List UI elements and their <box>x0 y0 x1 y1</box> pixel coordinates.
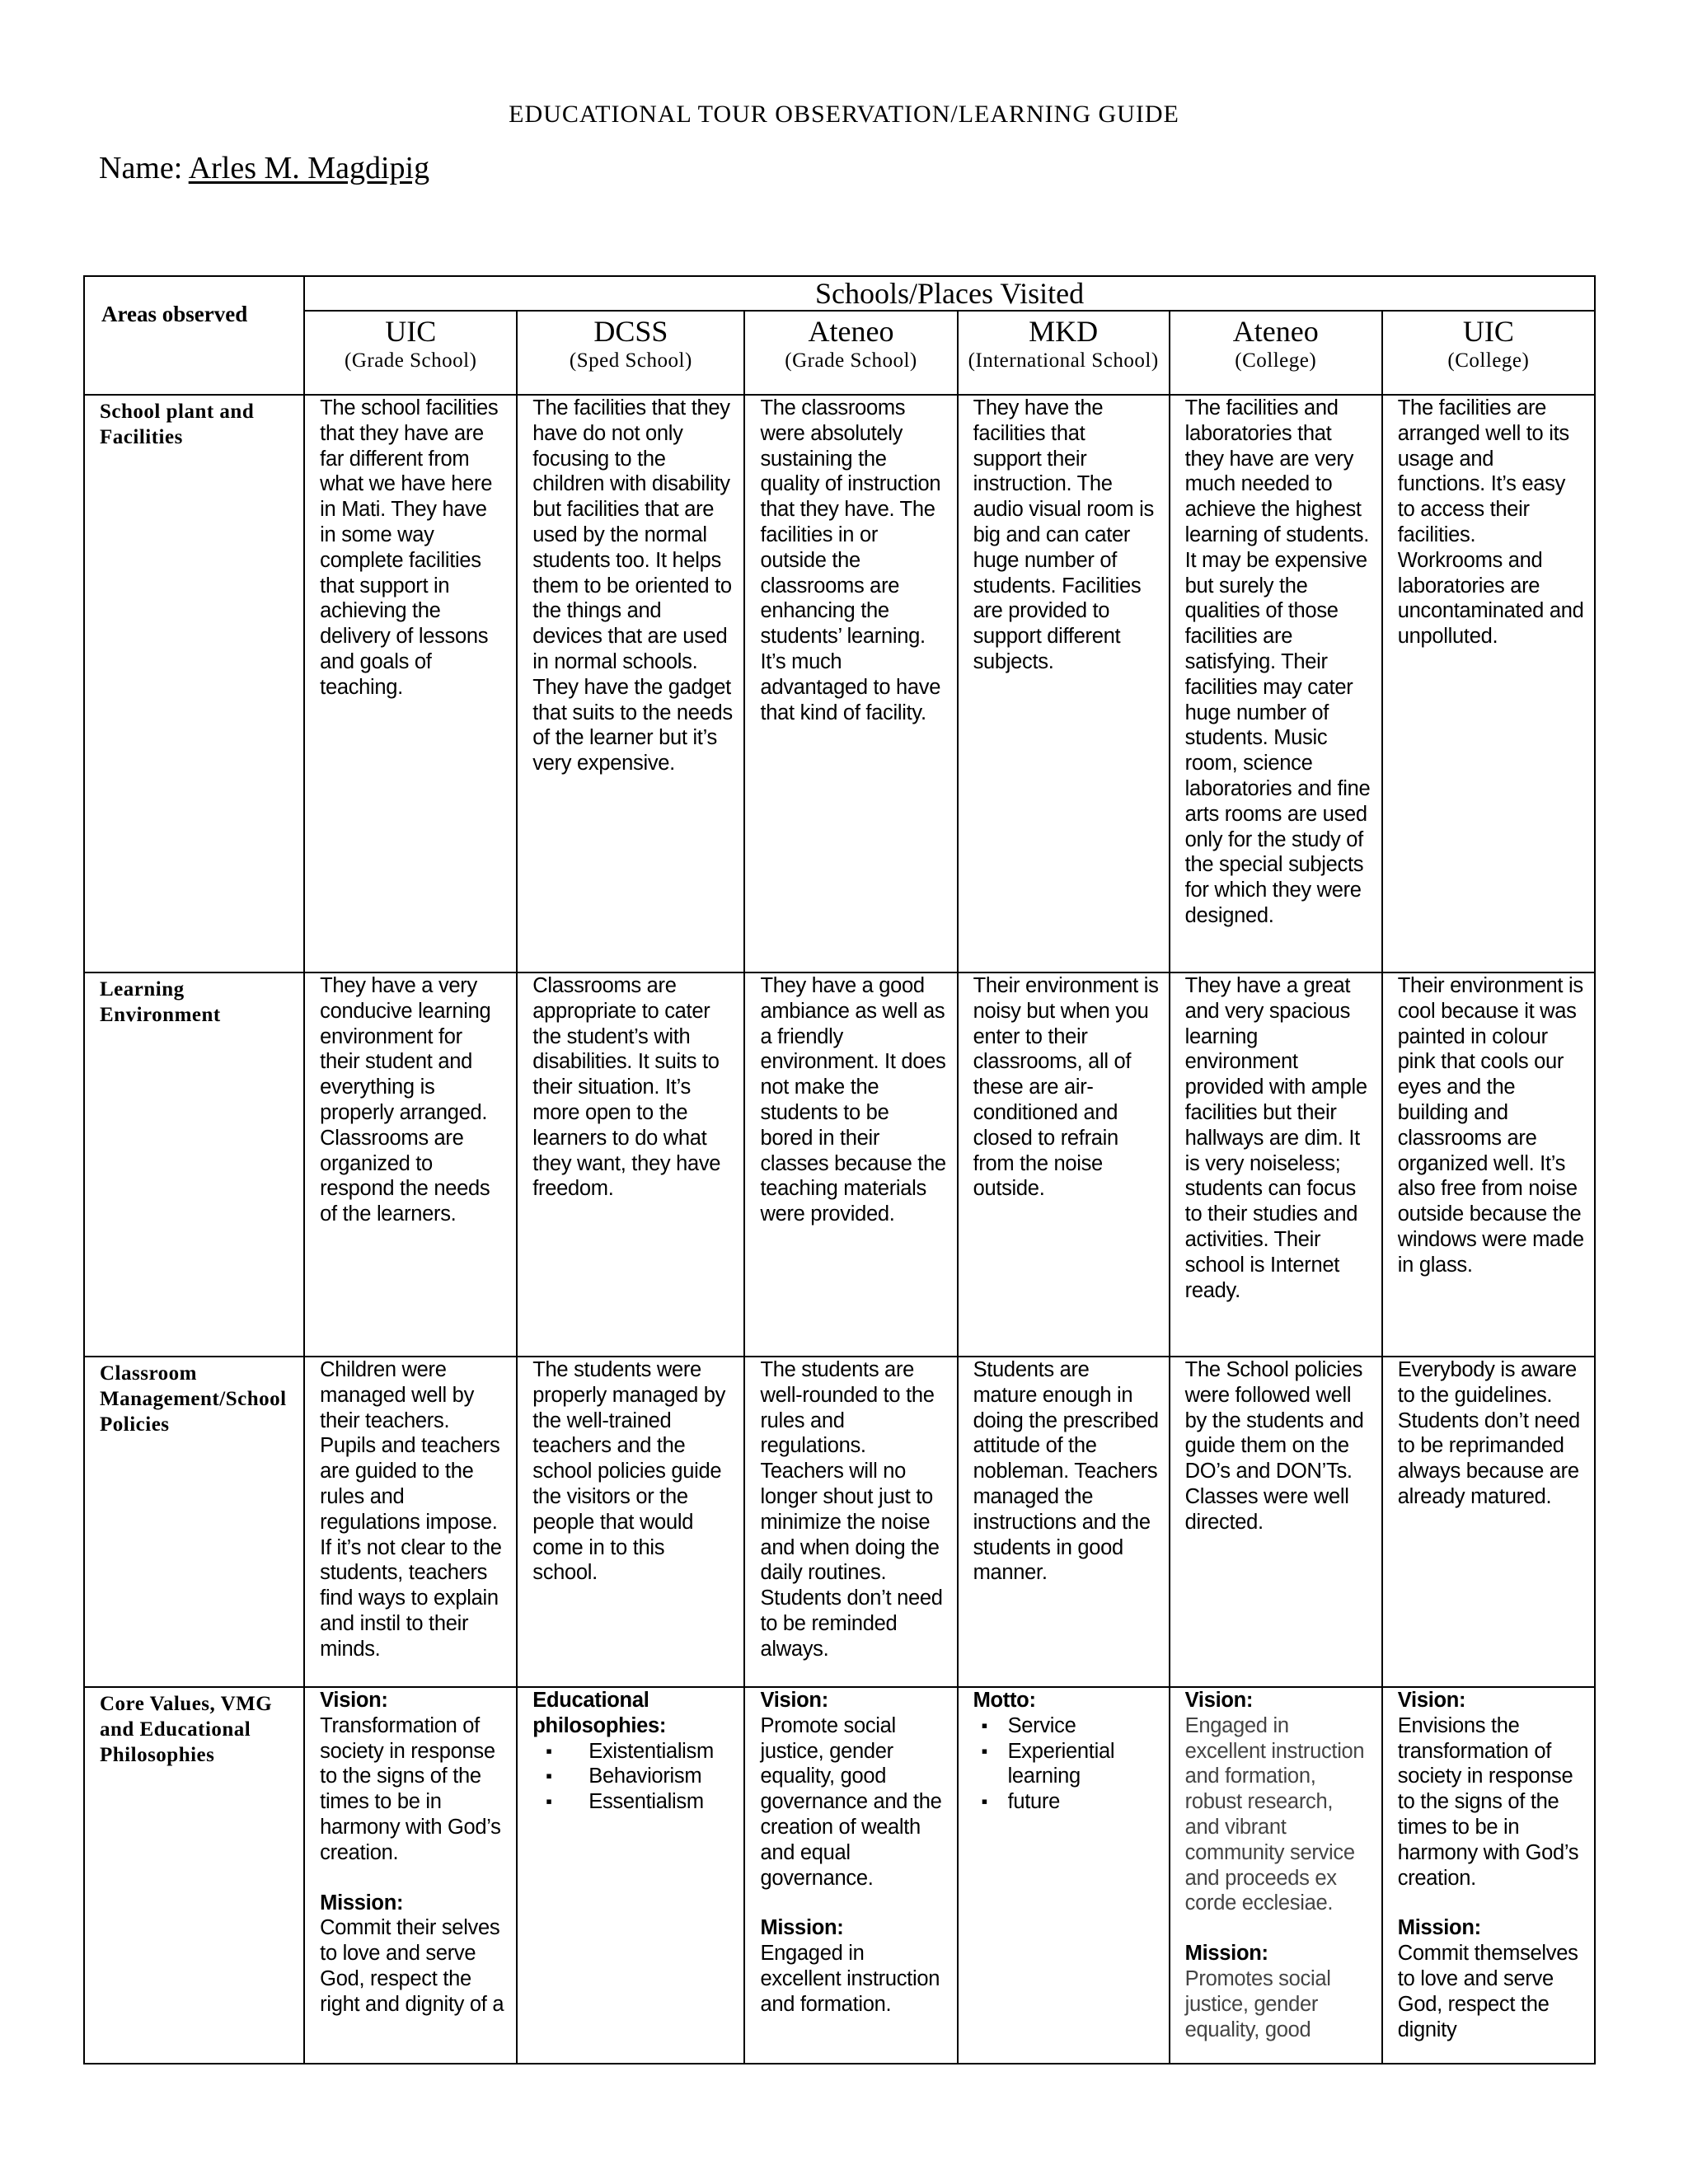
mission-label: Mission: <box>1184 1942 1268 1966</box>
vision-label: Vision: <box>760 1689 828 1712</box>
observation-cell: The students were properly managed by the well-trained teachers and the school policies guide the visitors or the people that would come in to this school. <box>517 1357 744 1687</box>
vision-label: Vision: <box>1397 1689 1466 1712</box>
school-name: Ateneo <box>1232 315 1319 348</box>
vision-label: Vision: <box>1184 1689 1254 1712</box>
observation-cell <box>304 1687 517 2064</box>
observation-cell <box>744 1687 957 2064</box>
philosophies-list <box>532 1739 734 1815</box>
mission-label: Mission: <box>1397 1916 1481 1940</box>
school-header <box>958 311 1170 395</box>
name-value: Arles M. Magdipig <box>188 151 430 185</box>
mission-text: Commit themselves to love and serve God, respect the dignity <box>1397 1942 1578 2041</box>
mission-label: Mission: <box>760 1916 844 1940</box>
area-label: School plant and Facilities <box>84 395 304 972</box>
document-title: EDUCATIONAL TOUR OBSERVATION/LEARNING GUIDE <box>509 101 1179 128</box>
observation-cell: The school facilities that they have are far different from what we have here in Mati. They have in some way complete facilities that support in achieving the delivery of lessons and goals of teaching. <box>304 395 517 972</box>
name-line <box>99 150 429 186</box>
vision-text: Promote social justice, gender equality, good governance and the creation of wealth and equal governance. <box>760 1713 942 1890</box>
observation-cell: Classrooms are appropriate to cater the student’s with disabilities. It suits to their situation. It’s more open to the learners to do what they want, they have freedom. <box>517 972 744 1357</box>
observation-cell: Their environment is noisy but when you enter to their classrooms, all of these are air-conditioned and closed to refrain from the noise outside. <box>958 972 1170 1357</box>
philosophies-label: Educational philosophies: <box>532 1689 667 1737</box>
list-item: ▪ Experiential learning <box>973 1739 1159 1790</box>
school-type: (Grade School) <box>345 349 477 372</box>
observation-cell <box>1382 1687 1595 2064</box>
observation-cell: The School policies were followed well by the students and guide them on the DO’s and DON’Ts. Classes were well directed. <box>1170 1357 1382 1687</box>
school-type: (Grade School) <box>785 349 917 372</box>
school-header <box>744 311 957 395</box>
observation-cell: Everybody is aware to the guidelines. Students don’t need to be reprimanded always because are already matured. <box>1382 1357 1595 1687</box>
school-name: UIC <box>1462 315 1514 348</box>
list-item: ▪ future <box>973 1789 1159 1815</box>
school-type: (Sped School) <box>569 349 692 372</box>
school-name: MKD <box>1029 315 1099 348</box>
mission-text: Commit their selves to love and serve God, respect the right and dignity of a <box>320 1916 504 2016</box>
observation-cell: The facilities are arranged well to its usage and functions. It’s easy to access their facilities. Workrooms and laboratories are uncontaminated and unpolluted. <box>1382 395 1595 972</box>
area-label: Learning Environment <box>84 972 304 1357</box>
mission-text: Engaged in excellent instruction and formation. <box>760 1942 940 2016</box>
observation-cell: They have a great and very spacious learning environment provided with ample facilities but their hallways are dim. It is very noiseless; students can focus to their studies and activities. Their school is Internet ready. <box>1170 972 1382 1357</box>
table-row <box>84 1687 1595 2064</box>
observation-cell: Students are mature enough in doing the prescribed attitude of the nobleman. Teachers managed the instructions and the students in good manner. <box>958 1357 1170 1687</box>
school-name: DCSS <box>593 315 668 348</box>
school-header <box>1170 311 1382 395</box>
areas-observed-header: Areas observed <box>84 276 304 395</box>
school-name: UIC <box>385 315 437 348</box>
vision-text: Transformation of society in response to the signs of the times to be in harmony with God’s creation. <box>320 1713 501 1864</box>
list-item: ▪ Service <box>973 1713 1159 1739</box>
motto-label: Motto: <box>973 1689 1036 1712</box>
list-item: ▪ Behaviorism <box>532 1764 734 1789</box>
observation-cell <box>517 1687 744 2064</box>
school-type: (College) <box>1235 349 1317 372</box>
mission-text: Promotes social justice, gender equality, good <box>1184 1966 1331 2041</box>
area-label: Classroom Management/School Policies <box>84 1357 304 1687</box>
observation-cell <box>1170 1687 1382 2064</box>
school-type: (International School) <box>968 349 1159 372</box>
school-header <box>1382 311 1595 395</box>
observation-cell: The facilities that they have do not only focusing to the children with disability but facilities that are used by the normal students too. It helps them to be oriented to the things and devices that are used in normal schools. They have the gadget that suits to the needs of the learner but it’s very expensive. <box>517 395 744 972</box>
observation-cell: Children were managed well by their teachers. Pupils and teachers are guided to the rules and regulations impose. If it’s not clear to the students, teachers find ways to explain and instil to their minds. <box>304 1357 517 1687</box>
observation-cell <box>958 1687 1170 2064</box>
table-row <box>84 1357 1595 1687</box>
motto-list <box>973 1713 1159 1815</box>
school-name: Ateneo <box>808 315 894 348</box>
vision-text: Envisions the transformation of society in response to the signs of the times to be in harmony with God’s creation. <box>1397 1713 1579 1890</box>
school-header <box>517 311 744 395</box>
observation-cell: The facilities and laboratories that they have are very much needed to achieve the highest learning of students. It may be expensive but surely the qualities of those facilities are satisfying. Their facilities may cater huge number of students. Music room, science laboratories and fine arts rooms are used only for the study of the special subjects for which they were designed. <box>1170 395 1382 972</box>
school-header <box>304 311 517 395</box>
vision-label: Vision: <box>320 1689 388 1712</box>
observation-cell: They have a good ambiance as well as a friendly environment. It does not make the students to be bored in their classes because the teaching materials were provided. <box>744 972 957 1357</box>
observation-cell: The classrooms were absolutely sustaining the quality of instruction that they have. The facilities in or outside the classrooms are enhancing the students’ learning. It’s much advantaged to have that kind of facility. <box>744 395 957 972</box>
observation-cell: Their environment is cool because it was painted in colour pink that cools our eyes and the building and classrooms are organized well. It’s also free from noise outside because the windows were made in glass. <box>1382 972 1595 1357</box>
vision-text: Engaged in excellent instruction and formation, robust research, and vibrant community service and proceeds ex corde ecclesiae. <box>1184 1713 1365 1915</box>
list-item: ▪ Existentialism <box>532 1739 734 1765</box>
list-item: ▪ Essentialism <box>532 1789 734 1815</box>
area-label: Core Values, VMG and Educational Philosophies <box>84 1687 304 2064</box>
observation-cell: The students are well-rounded to the rules and regulations. Teachers will no longer shout just to minimize the noise and when doing the daily routines. Students don’t need to be reminded always. <box>744 1357 957 1687</box>
schools-visited-header: Schools/Places Visited <box>304 276 1595 311</box>
table-row <box>84 395 1595 972</box>
name-label: Name: <box>99 151 183 185</box>
table-row <box>84 972 1595 1357</box>
observation-cell: They have the facilities that support their instruction. The audio visual room is big and can cater huge number of students. Facilities are provided to support different subjects. <box>958 395 1170 972</box>
school-type: (College) <box>1447 349 1530 372</box>
observation-cell: They have a very conducive learning environment for their student and everything is properly arranged. Classrooms are organized to respond the needs of the learners. <box>304 972 517 1357</box>
mission-label: Mission: <box>320 1891 404 1915</box>
observation-table <box>83 275 1596 2064</box>
